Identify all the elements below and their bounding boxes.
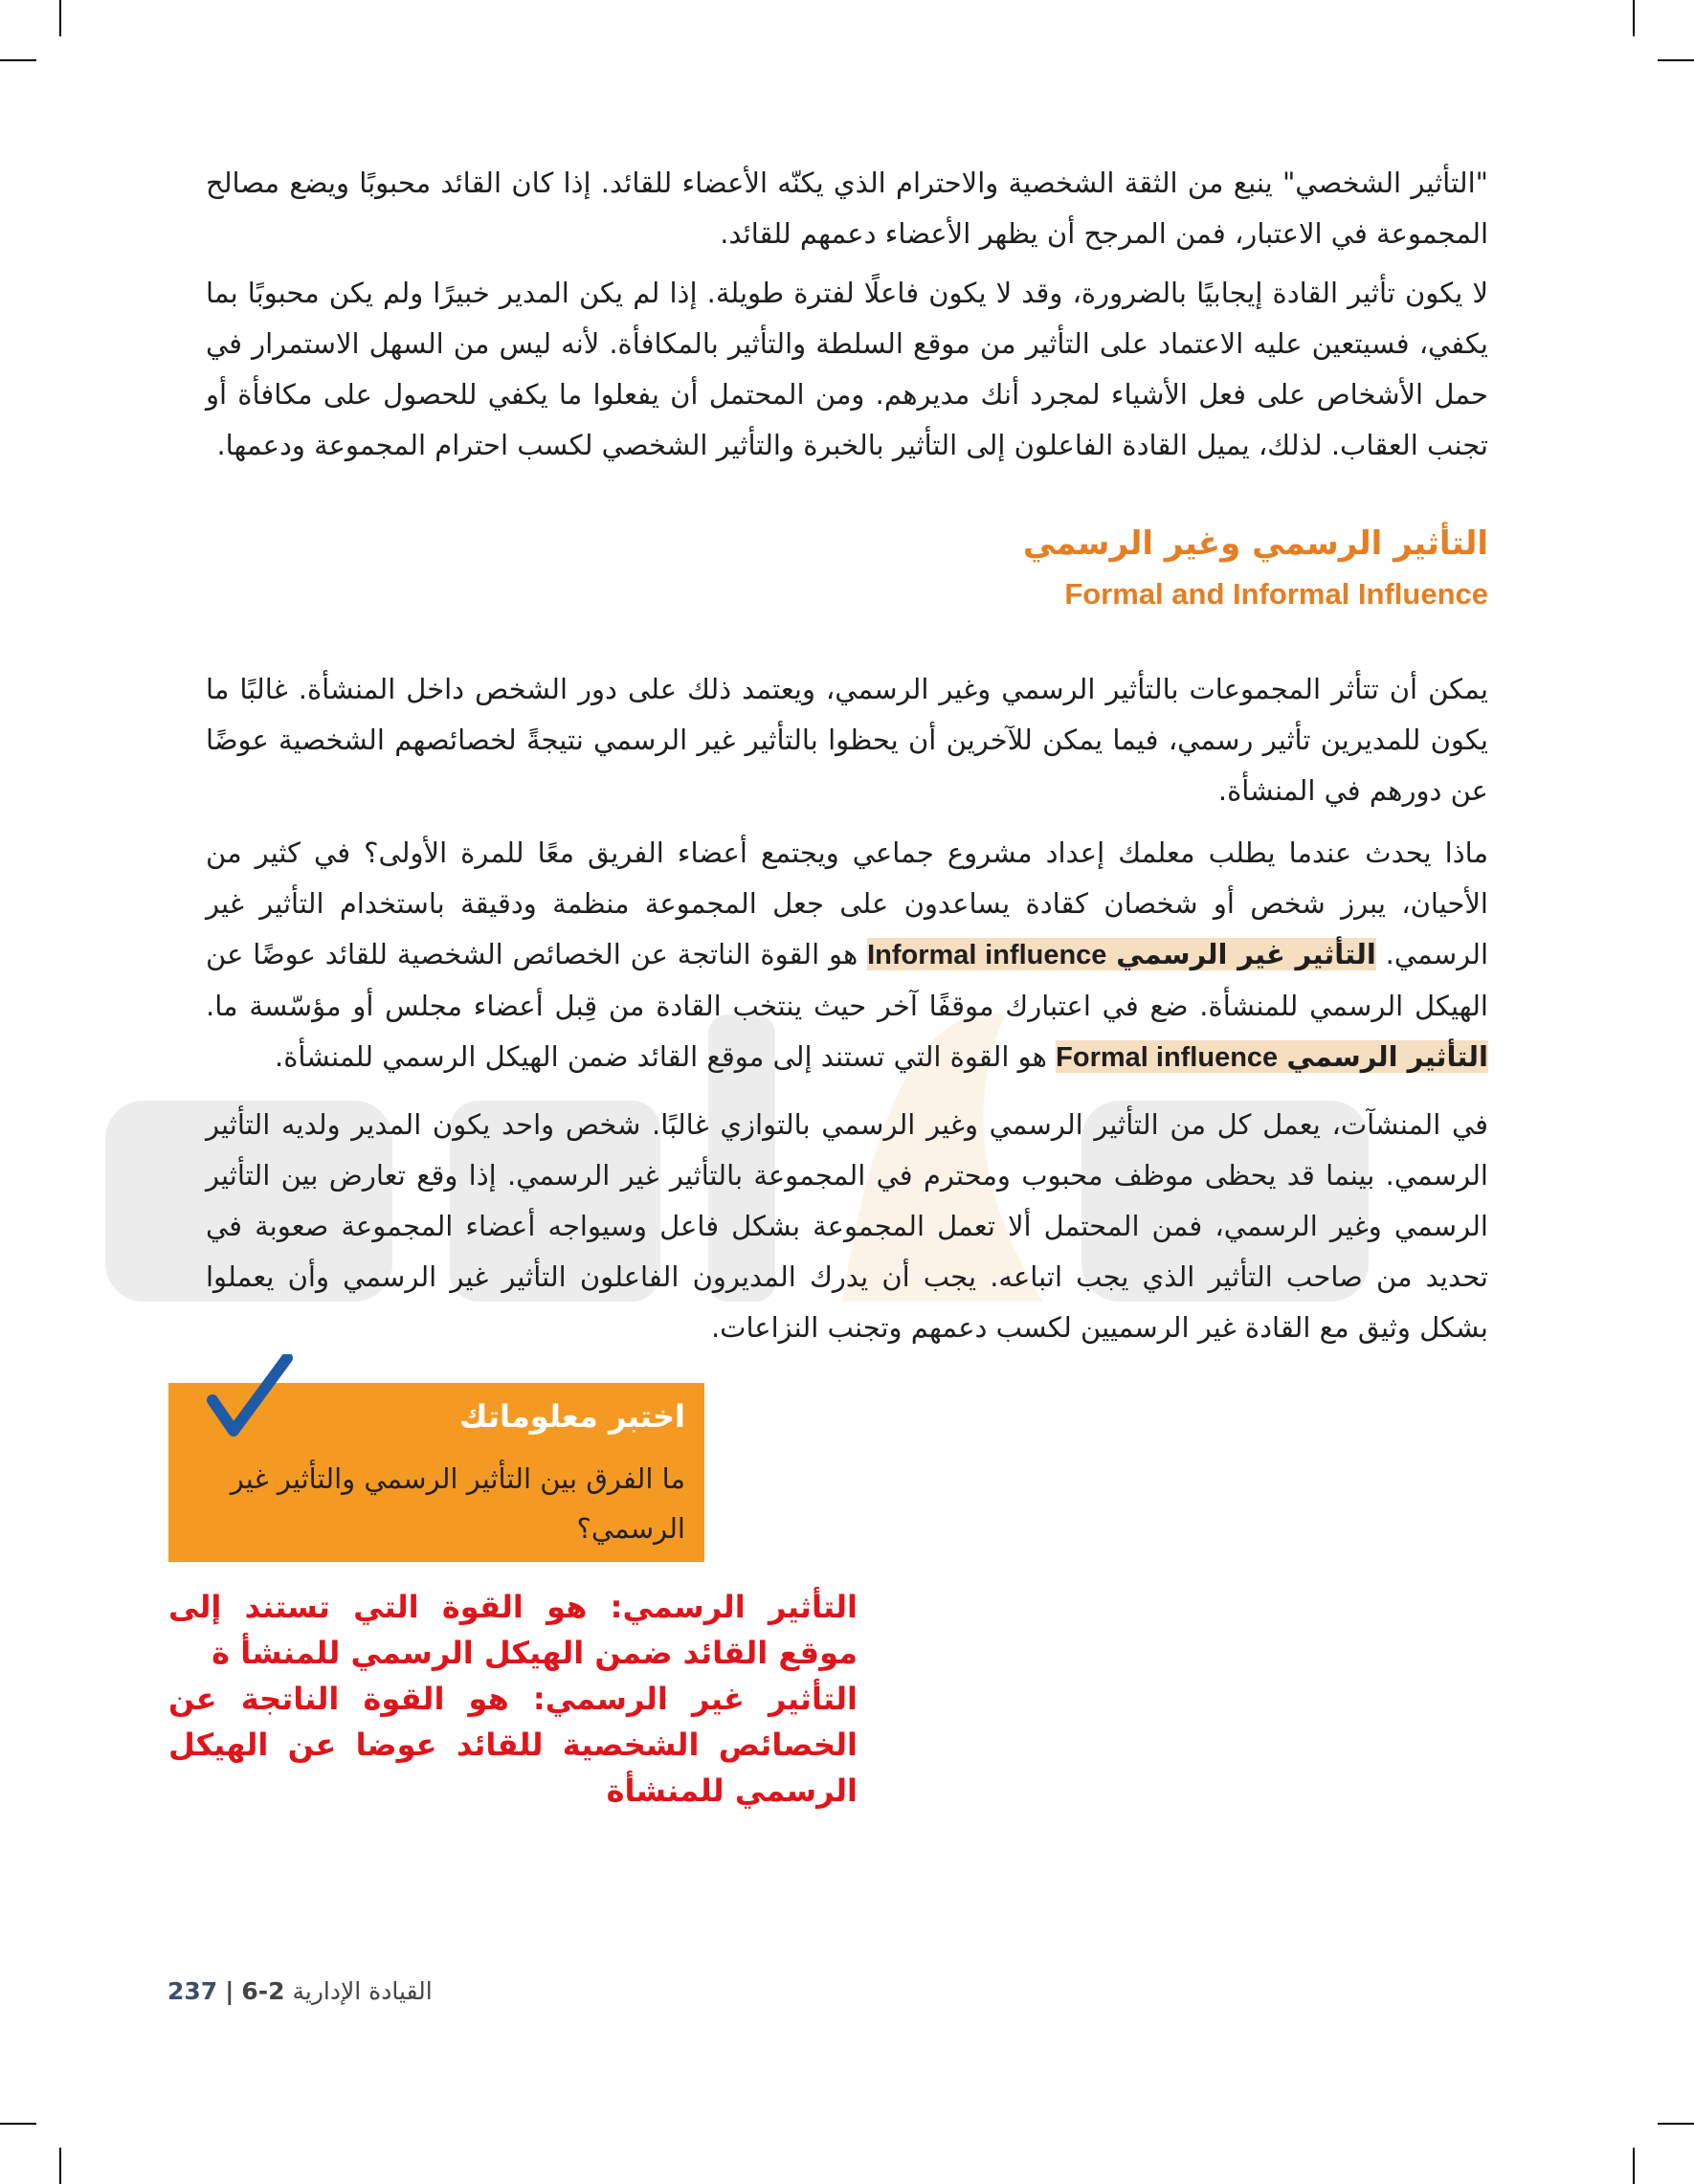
quiz-box [168, 1383, 704, 1562]
paragraph-leader-influence: لا يكون تأثير القادة إيجابيًا بالضرورة، وقد لا يكون فاعلًا لفترة طويلة. إذا لم يكن المدير خبيرًا ولم يكن محبوبًا بما يكفي، فسيتعين عليه الاعتماد على التأثير من موقع السلطة والتأثير بالمكافأة. لأنه ليس من السهل الاستمرار في حمل الأشخاص على فعل الأشياء لمجرد أنك مديرهم. ومن المحتمل أن يفعلوا ما يكفي للحصول على مكافأة أو تجنب العقاب. لذلك، يميل القادة الفاعلون إلى التأثير بالخبرة والتأثير الشخصي لكسب احترام المجموعة ودعمها. [206, 277, 1488, 461]
answer-line-informal: التأثير غير الرسمي: هو القوة الناتجة عن الخصائص الشخصية للقائد عوضا عن الهيكل الرسمي للمنشأة [168, 1681, 858, 1809]
page-footer [167, 1977, 433, 2005]
paragraph-personal-influence: "التأثير الشخصي" ينبع من الثقة الشخصية والاحترام الذي يكنّه الأعضاء للقائد. إذا كان القائد محبوبًا ويضع مصالح المجموعة في الاعتبار، فمن المرجح أن يظهر الأعضاء دعمهم للقائد. [206, 167, 1488, 250]
checkmark-icon [207, 1354, 293, 1440]
footer-separator: | [225, 1977, 234, 2005]
page-number: 237 [167, 1977, 218, 2005]
term-arabic: التأثير الرسمي [1286, 1040, 1488, 1073]
crop-mark [0, 2123, 36, 2125]
quiz-box-title: اختبر معلوماتك [459, 1398, 685, 1435]
crop-mark [0, 59, 36, 61]
crop-mark [1633, 2148, 1635, 2184]
paragraph-groups-influence: يمكن أن تتأثر المجموعات بالتأثير الرسمي وغير الرسمي، ويعتمد ذلك على دور الشخص داخل المنشأة. غالبًا ما يكون للمديرين تأثير رسمي، فيما يمكن للآخرين أن يحظوا بالتأثير غير الرسمي نتيجةً لخصائصهم الشخصية عوضًا عن دورهم في المنشأة. [206, 673, 1488, 807]
highlighted-term-informal [867, 938, 1376, 970]
paragraph-parallel-influence: في المنشآت، يعمل كل من التأثير الرسمي وغير الرسمي بالتوازي غالبًا. شخص واحد يكون المدير ولديه التأثير الرسمي. بينما قد يحظى موظف محبوب ومحترم في المجموعة بالتأثير غير الرسمي. إذا وقع تعارض بين التأثير الرسمي وغير الرسمي، فمن المحتمل ألا تعمل المجموعة بشكل فاعل وسيواجه أعضاء المجموعة صعوبة في تحديد من صاحب التأثير الذي يجب اتباعه. يجب أن يدرك المديرون الفاعلون التأثير غير الرسمي وأن يعملوا بشكل وثيق مع القادة غير الرسميين لكسب دعمهم وتجنب النزاعات. [206, 1108, 1488, 1344]
crop-mark [59, 2148, 61, 2184]
term-arabic: التأثير غير الرسمي [1116, 938, 1376, 970]
highlighted-term-formal [1056, 1040, 1488, 1073]
paragraph-definitions [206, 828, 1488, 1083]
paragraph-text: هو القوة التي تستند إلى موقع القائد ضمن الهيكل الرسمي للمنشأة. [275, 1040, 1047, 1073]
paragraph-text: هو القوة الناتجة عن الخصائص الشخصية للقائد عوضًا عن الهيكل الرسمي للمنشأة. ضع في اعتبارك موقفًا آخر حيث ينتخب القادة من قِبل أعضاء مجلس أو مؤسّسة ما. [206, 938, 1488, 1022]
answer-line-formal: التأثير الرسمي: هو القوة التي تستند إلى موقع القائد ضمن الهيكل الرسمي للمنشأ ة [168, 1589, 858, 1671]
handwritten-answer [168, 1584, 858, 1814]
section-title-english: Formal and Informal Influence [1064, 577, 1488, 611]
section-title-arabic: التأثير الرسمي وغير الرسمي [1022, 524, 1488, 563]
crop-mark [59, 0, 61, 36]
chapter-number: 2-6 [241, 1977, 285, 2005]
crop-mark [1658, 59, 1694, 61]
quiz-box-question: ما الفرق بين التأثير الرسمي والتأثير غير الرسمي؟ [230, 1462, 685, 1545]
paragraph-text: ماذا يحدث عندما يطلب معلمك إعداد مشروع جماعي ويجتمع أعضاء الفريق معًا للمرة الأولى؟ في كثير من الأحيان، يبرز شخص أو شخصان كقادة يساعدون على جعل المجموعة منظمة ودقيقة باستخدام التأثير غير الرسمي. [206, 836, 1489, 970]
crop-mark [1633, 0, 1635, 36]
crop-mark [1658, 2123, 1694, 2125]
chapter-title: القيادة الإدارية [292, 1977, 433, 2005]
term-english: Informal influence [867, 940, 1107, 970]
term-english: Formal influence [1056, 1042, 1279, 1073]
